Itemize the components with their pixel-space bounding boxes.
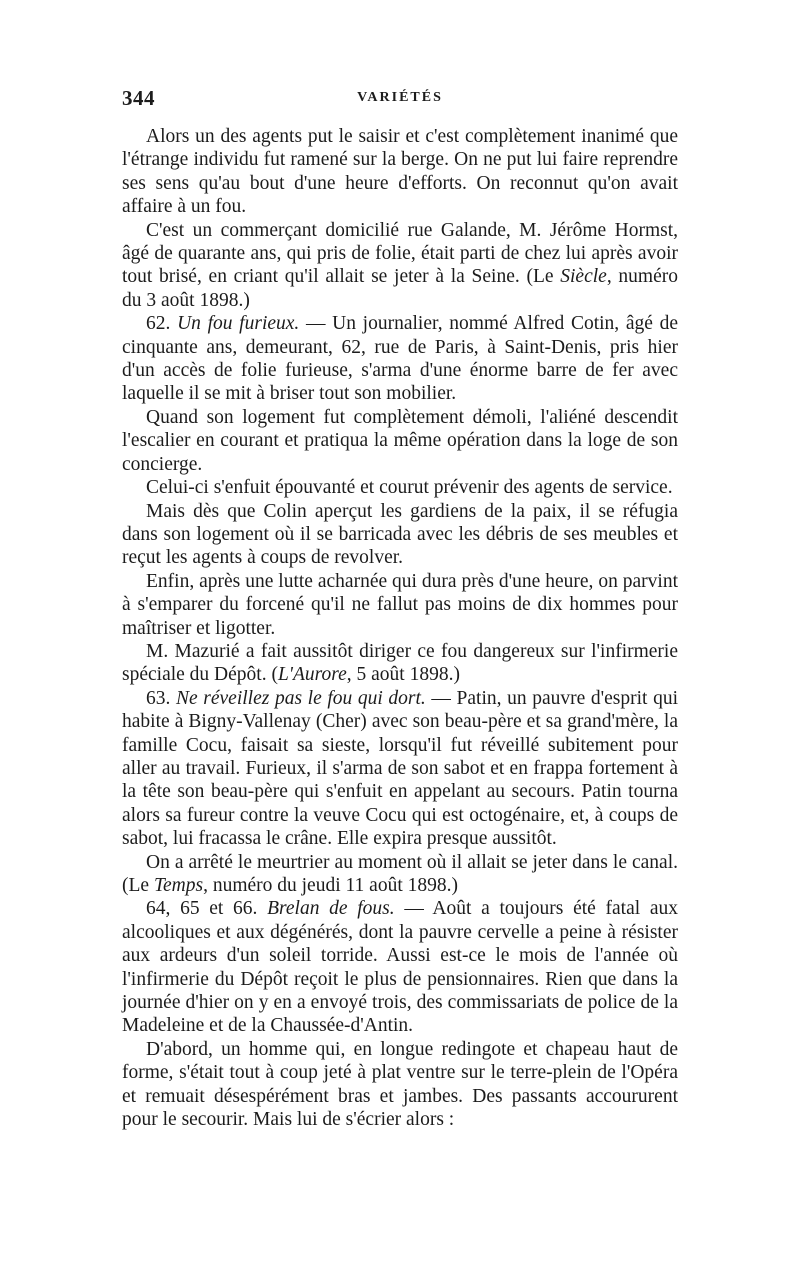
paragraph-text: , numéro du jeudi 11 août 1898.) bbox=[203, 875, 458, 896]
paragraph-text: On a arrêté le meurtrier au moment où il allait se jeter dans le canal. (Le bbox=[122, 851, 678, 896]
entry-63 bbox=[122, 687, 678, 851]
paragraph-text: Mais dès que Colin aperçut les gardiens de la paix, il se réfugia dans son logement où il se barricada avec les débris de ses meubles et reçut les agents à coups de revolver. bbox=[122, 500, 678, 569]
publication-name: Siècle bbox=[560, 266, 607, 288]
running-head: VARIÉTÉS bbox=[357, 90, 443, 105]
publication-name: Temps bbox=[153, 875, 204, 896]
paragraph-text: — Patin, un pauvre d'esprit qui habite à Bigny-Vallenay (Cher) avec son beau-père et sa grand'mère, la famille Cocu, faisait sa sieste, lorsqu'il fut réveillé subitement pour aller au travail. Furieux, il s'arma de son sabot et en frappa fortement à la tête son beau-père qui s'enfuit en appelant au secours. Patin tourna alors sa fureur contre la veuve Cocu qui est octogénaire, et, à coups de sabot, lui fracassa le crâne. Elle expira presque aussitôt. bbox=[122, 687, 679, 850]
paragraph-text: Alors un des agents put le saisir et c'est complètement inanimé que l'étrange individu fut ramené sur la berge. On ne put lui faire reprendre ses sens qu'au bout d'une heure d'efforts. On reconnut qu'on avait affaire à un fou. bbox=[122, 126, 678, 218]
entry-64-65-66 bbox=[122, 897, 678, 1037]
entry-62 bbox=[122, 312, 678, 406]
entry-number: 63. bbox=[146, 687, 176, 709]
entry-number: 64, 65 et 66. bbox=[146, 898, 268, 920]
paragraph-text: — Août a toujours été fatal aux alcooliques et aux dégénérés, dont la pauvre cervelle a peine à résister aux ardeurs d'un soleil torride. Aussi est-ce le mois de l'année où l'infirmerie du Dépôt reçoit le plus de pensionnaires. Rien que dans la journée d'hier on y en a envoyé trois, des commissariats de police de la Madeleine et de la Chaussée-d'Antin. bbox=[122, 898, 678, 1037]
paragraph bbox=[122, 640, 678, 687]
paragraph-text: D'abord, un homme qui, en longue redingote et chapeau haut de forme, s'était tout à coup jeté à plat ventre sur le terre-plein de l'Opéra et remuait désespérément bras et jambes. Des passants accoururent pour le secourir. Mais lui de s'écrier alors : bbox=[122, 1038, 678, 1131]
entry-title: Ne réveillez pas le fou qui dort. bbox=[176, 687, 426, 709]
paragraph-text: Celui-ci s'enfuit épouvanté et courut prévenir des agents de service. bbox=[146, 477, 673, 499]
paragraph bbox=[122, 219, 678, 313]
entry-title: Brelan de fous. bbox=[267, 898, 395, 920]
paragraph bbox=[122, 406, 678, 476]
paragraph-text: — Un journalier, nommé Alfred Cotin, âgé de cinquante ans, demeurant, 62, rue de Paris, à Saint-Denis, pris hier d'un accès de folie furieuse, s'arma d'une énorme barre de fer avec laquelle il se mit à briser tout son mobilier. bbox=[122, 313, 679, 405]
paragraph bbox=[122, 851, 678, 898]
publication-name: L'Aurore bbox=[277, 664, 347, 686]
entry-title: Un fou furieux. bbox=[177, 313, 300, 335]
paragraph-text: , 5 août 1898.) bbox=[346, 664, 460, 686]
paragraph-text: Quand son logement fut complètement démoli, l'aliéné descendit l'escalier en courant et pratiqua la même opération dans la loge de son concierge. bbox=[122, 406, 678, 475]
paragraph-text: C'est un commerçant domicilié rue Galande, M. Jérôme Hormst, âgé de quarante ans, qui pris de folie, était parti de chez lui après avoir tout brisé, en criant qu'il allait se jeter à la Seine. (Le bbox=[122, 219, 678, 288]
paragraph bbox=[122, 476, 678, 499]
page-header bbox=[122, 86, 678, 116]
page-number: 344 bbox=[122, 86, 155, 110]
paragraph bbox=[122, 1038, 678, 1132]
paragraph bbox=[122, 500, 678, 570]
paragraph bbox=[122, 125, 678, 219]
paragraph bbox=[122, 570, 678, 640]
paragraph-text: M. Mazurié a fait aussitôt diriger ce fou dangereux sur l'infirmerie spéciale du Dépôt. ( bbox=[122, 640, 678, 686]
body-text bbox=[122, 125, 678, 1131]
paragraph-text: , numéro du 3 août 1898.) bbox=[122, 266, 678, 311]
paragraph-text: Enfin, après une lutte acharnée qui dura près d'une heure, on parvint à s'emparer du forcené qu'il ne fallut pas moins de dix hommes pour maîtriser et ligotter. bbox=[122, 570, 678, 639]
entry-number: 62. bbox=[146, 313, 178, 335]
